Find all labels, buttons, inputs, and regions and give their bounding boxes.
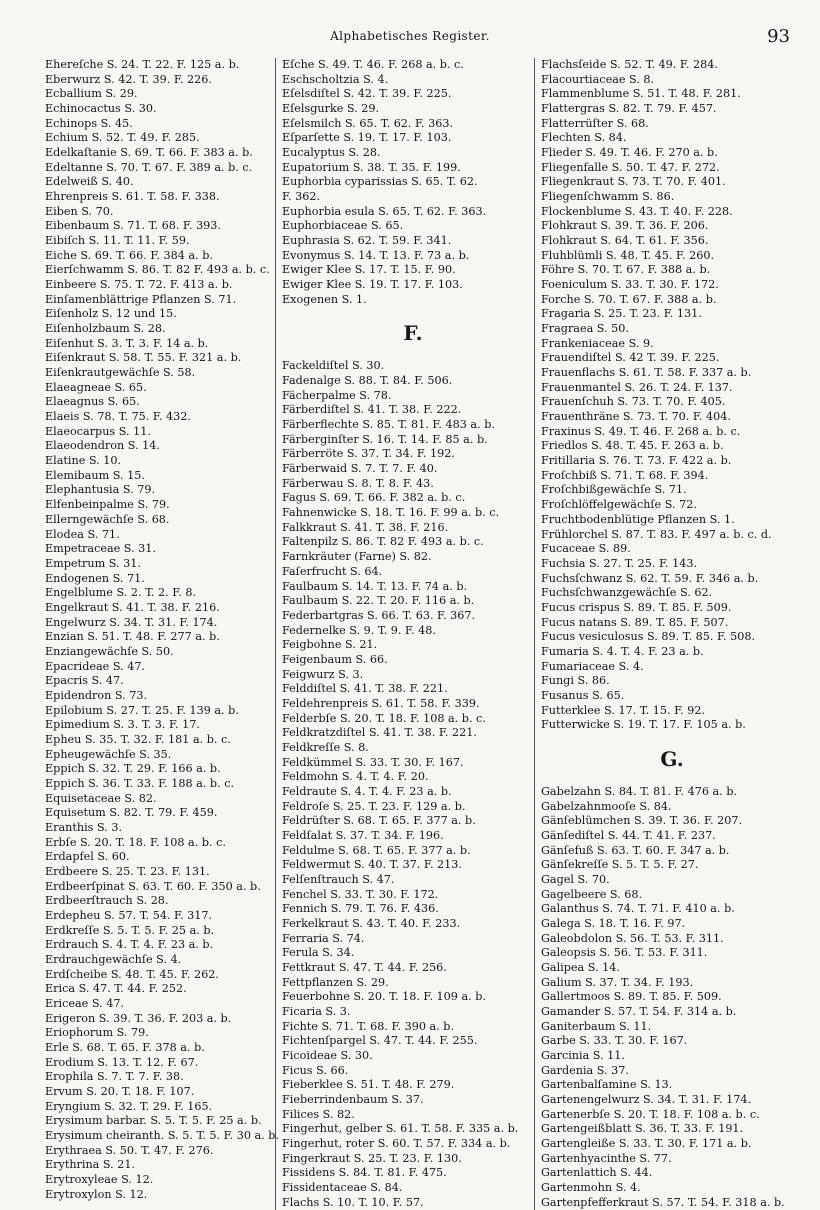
index-entry: Elodea S. 71. — [45, 527, 120, 541]
index-entry: Fichtenſpargel S. 47. T. 44. F. 255. — [282, 1034, 478, 1048]
index-entry: Eſelsgurke S. 29. — [282, 102, 380, 116]
index-entry: Euphorbia cyparissias S. 65. T. 62. — [282, 175, 478, 189]
index-entry: Erdſcheibe S. 48. T. 45. F. 262. — [45, 967, 219, 981]
index-entry: Epacris S. 47. — [45, 674, 124, 688]
index-entry: Flachsſeide S. 52. T. 49. F. 284. — [541, 58, 718, 71]
index-entry: Eschscholtzia S. 4. — [282, 72, 389, 86]
index-entry: Flachs S. 10. T. 10. F. 57. — [282, 1195, 424, 1209]
index-entry: Gartenbalſamine S. 13. — [541, 1078, 673, 1092]
index-entry: Epheugewächſe S. 35. — [45, 747, 172, 761]
index-entry: Fackeldiſtel S. 30. — [282, 359, 385, 373]
index-entry: Echium S. 52. T. 49. F. 285. — [45, 131, 200, 145]
index-entry: Eriophorum S. 79. — [45, 1026, 149, 1040]
index-entry: Feigbohne S. 21. — [282, 638, 378, 652]
letter-heading-g: G. — [660, 746, 684, 771]
index-entry: Felddiſtel S. 41. T. 38. F. 221. — [282, 682, 448, 696]
index-entry: Eberwurz S. 42. T. 39. F. 226. — [45, 72, 212, 86]
index-entry: Fingerhut, roter S. 60. T. 57. F. 334 a. b. — [282, 1137, 511, 1151]
index-entry: Felſenſtrauch S. 47. — [282, 872, 395, 886]
index-entry: Futterwicke S. 19. T. 17. F. 105 a. b. — [541, 718, 746, 732]
index-entry: Ehereſche S. 24. T. 22. F. 125 a. b. — [45, 58, 240, 71]
index-entry: Fluhblümli S. 48. T. 45. F. 260. — [541, 248, 715, 262]
index-entry: Eibenbaum S. 71. T. 68. F. 393. — [45, 219, 221, 233]
index-entry: Flatterrüſter S. 68. — [541, 116, 649, 130]
index-entry: Edelweiß S. 40. — [45, 175, 134, 189]
index-entry: Feigwurz S. 3. — [282, 667, 364, 681]
index-entry: Eupatorium S. 38. T. 35. F. 199. — [282, 160, 461, 174]
index-entry: Eiſenkraut S. 58. T. 55. F. 321 a. b. — [45, 351, 242, 365]
index-entry: Epimedium S. 3. T. 3. F. 17. — [45, 718, 200, 732]
page-number: 93 — [767, 26, 790, 47]
index-entry: Feigenbaum S. 66. — [282, 652, 388, 666]
index-entry: Erdbeerſtrauch S. 28. — [45, 894, 169, 908]
index-entry: Gamander S. 57. T. 54. F. 314 a. b. — [541, 1004, 737, 1018]
entry-list-e — [282, 58, 544, 307]
index-entry: Fenchel S. 33. T. 30. F. 172. — [282, 887, 439, 901]
index-entry: Fraxinus S. 49. T. 46. F. 268 a. b. c. — [541, 424, 741, 438]
index-entry: Gänſeblümchen S. 39. T. 36. F. 207. — [541, 814, 743, 828]
index-entry: Erbſe S. 20. T. 18. F. 108 a. b. c. — [45, 835, 226, 849]
index-entry: Eranthis S. 3. — [45, 820, 123, 834]
index-entry: Enzian S. 51. T. 48. F. 277 a. b. — [45, 630, 220, 644]
index-entry: Fumaria S. 4. T. 4. F. 23 a. b. — [541, 644, 704, 658]
index-entry: Feldulme S. 68. T. 65. F. 377 a. b. — [282, 843, 471, 857]
index-entry: Faulbaum S. 22. T. 20. F. 116 a. b. — [282, 594, 475, 608]
index-entry: Faulbaum S. 14. T. 13. F. 74 a. b. — [282, 579, 468, 593]
index-entry: Elaeagneae S. 65. — [45, 380, 147, 394]
index-entry: Equisetum S. 82. T. 79. F. 459. — [45, 806, 218, 820]
entry-list-f — [282, 359, 544, 1210]
index-entry: Eiben S. 70. — [45, 204, 114, 218]
index-entry: Gagel S. 70. — [541, 872, 610, 886]
index-entry: Gänſediſtel S. 44. T. 41. F. 237. — [541, 828, 716, 842]
index-entry: Erodium S. 13. T. 12. F. 67. — [45, 1055, 199, 1069]
index-entry: Galipea S. 14. — [541, 960, 620, 974]
index-entry: Fliegenkraut S. 73. T. 70. F. 401. — [541, 175, 726, 189]
index-entry: Feldroſe S. 25. T. 23. F. 129 a. b. — [282, 799, 466, 813]
index-entry: Föhre S. 70. T. 67. F. 388 a. b. — [541, 263, 711, 277]
index-entry: Fragraea S. 50. — [541, 322, 629, 336]
index-entry: Ganiterbaum S. 11. — [541, 1019, 652, 1033]
index-entry: Erdkreſſe S. 5. T. 5. F. 25 a. b. — [45, 923, 215, 937]
index-entry: Eiſenkrautgewächſe S. 58. — [45, 366, 196, 380]
index-entry: Frankeniaceae S. 9. — [541, 336, 654, 350]
index-entry: Ferraria S. 74. — [282, 931, 365, 945]
index-entry: Elfenbeinpalme S. 79. — [45, 498, 170, 512]
entry-list-g — [541, 785, 803, 1210]
index-entry: Ericeae S. 47. — [45, 997, 124, 1010]
index-entry: Eſelsdiſtel S. 42. T. 39. F. 225. — [282, 87, 452, 101]
index-entry: Fettkraut S. 47. T. 44. F. 256. — [282, 960, 447, 974]
index-entry: Futterklee S. 17. T. 15. F. 92. — [541, 703, 706, 717]
index-entry: Endogenen S. 71. — [45, 571, 145, 585]
index-entry: Garbe S. 33. T. 30. F. 167. — [541, 1034, 688, 1048]
index-entry: Gartenpfefferkraut S. 57. T. 54. F. 318 a. b. — [541, 1195, 785, 1209]
index-entry: Erysimum cheiranth. S. 5. T. 5. F. 30 a. b. — [45, 1129, 280, 1143]
index-entry: Ehrenpreis S. 61. T. 58. F. 338. — [45, 190, 220, 204]
index-entry: Erigeron S. 39. T. 36. F. 203 a. b. — [45, 1011, 232, 1025]
index-entry: Galium S. 37. T. 34. F. 193. — [541, 975, 694, 989]
index-entry: Foeniculum S. 33. T. 30. F. 172. — [541, 278, 719, 292]
index-entry: Erdrauch S. 4. T. 4. F. 23 a. b. — [45, 938, 214, 952]
index-entry: Erytroxyleae S. 12. — [45, 1173, 154, 1187]
index-entry: Fennich S. 79. T. 76. F. 436. — [282, 902, 439, 916]
index-entry: Eiſenhut S. 3. T. 3. F. 14 a. b. — [45, 336, 209, 350]
index-entry: Faſerfrucht S. 64. — [282, 564, 383, 578]
index-entry: Erdrauchgewächſe S. 4. — [45, 952, 182, 966]
index-entry: Feldraute S. 4. T. 4. F. 23 a. b. — [282, 784, 452, 798]
index-entry: Fissidens S. 84. T. 81. F. 475. — [282, 1166, 447, 1180]
index-entry: Erysimum barbar. S. 5. T. 5. F. 25 a. b. — [45, 1114, 262, 1128]
index-entry: Galeopsis S. 56. T. 53. F. 311. — [541, 946, 708, 960]
index-entry: Epilobium S. 27. T. 25. F. 139 a. b. — [45, 703, 239, 717]
index-entry: Fagus S. 69. T. 66. F. 382 a. b. c. — [282, 491, 466, 505]
index-entry: Erytroxylon S. 12. — [45, 1187, 148, 1201]
index-entry: Flattergras S. 82. T. 79. F. 457. — [541, 102, 717, 116]
index-entry: Frauendiſtel S. 42 T. 39. F. 225. — [541, 351, 720, 365]
index-entry: Erica S. 47. T. 44. F. 252. — [45, 982, 187, 996]
index-entry: Gartengleiße S. 33. T. 30. F. 171 a. b. — [541, 1137, 752, 1151]
index-entry: Gartenmohn S. 4. — [541, 1181, 641, 1195]
index-entry: Fissidentaceae S. 84. — [282, 1181, 403, 1195]
index-column-2 — [275, 58, 544, 1210]
index-entry: Eucalyptus S. 28. — [282, 146, 381, 160]
index-entry: Fliegenſchwamm S. 86. — [541, 190, 675, 204]
index-entry: Enziangewächſe S. 50. — [45, 644, 174, 658]
index-entry: Färberflechte S. 85. T. 81. F. 483 a. b. — [282, 418, 495, 432]
index-entry: Edeltanne S. 70. T. 67. F. 389 a. b. c. — [45, 160, 253, 174]
index-entry: Engelwurz S. 34. T. 31. F. 174. — [45, 615, 218, 629]
index-entry: Faltenpilz S. 86. T. 82 F. 493 a. b. c. — [282, 535, 484, 549]
index-entry: Ficus S. 66. — [282, 1063, 349, 1077]
index-entry: Ewiger Klee S. 19. T. 17. F. 103. — [282, 278, 463, 292]
index-entry: Fieberklee S. 51. T. 48. F. 279. — [282, 1078, 455, 1092]
index-entry: Euphrasia S. 62. T. 59. F. 341. — [282, 234, 452, 248]
index-entry: Feldwermut S. 40. T. 37. F. 213. — [282, 858, 462, 872]
index-entry: Elaeocarpus S. 11. — [45, 424, 151, 438]
page-title: Alphabetisches Register. — [330, 29, 490, 43]
index-entry: Elemibaum S. 15. — [45, 468, 145, 482]
index-entry: Euphorbiaceae S. 65. — [282, 219, 404, 233]
index-entry: Eibiſch S. 11. T. 11. F. 59. — [45, 234, 190, 248]
index-entry: Friedlos S. 48. T. 45. F. 263 a. b. — [541, 439, 724, 453]
index-entry: Gänſekreſſe S. 5. T. 5. F. 27. — [541, 858, 699, 872]
index-entry: Fingerkraut S. 25. T. 23. F. 130. — [282, 1151, 462, 1165]
index-entry: Froſchbiß S. 71. T. 68. F. 394. — [541, 468, 709, 482]
index-entry: Eppich S. 32. T. 29. F. 166 a. b. — [45, 762, 221, 776]
index-entry: Frauenſchuh S. 73. T. 70. F. 405. — [541, 395, 726, 409]
index-entry: Färberginſter S. 16. T. 14. F. 85 a. b. — [282, 432, 488, 446]
index-entry: Exogenen S. 1. — [282, 292, 367, 306]
index-entry: Eiſenholz S. 12 und 15. — [45, 307, 177, 321]
index-entry: Epidendron S. 73. — [45, 688, 148, 702]
index-entry: Filices S. 82. — [282, 1107, 355, 1121]
index-entry: Flechten S. 84. — [541, 131, 627, 145]
index-entry: Epheu S. 35. T. 32. F. 181 a. b. c. — [45, 732, 231, 746]
index-entry: Färberwau S. 8. T. 8. F. 43. — [282, 476, 434, 490]
index-entry: Feldehrenpreis S. 61. T. 58. F. 339. — [282, 696, 480, 710]
index-entry: Feldmohn S. 4. T. 4. F. 20. — [282, 770, 429, 784]
index-entry: Ecballium S. 29. — [45, 87, 138, 101]
index-entry: Erythrina S. 21. — [45, 1158, 136, 1172]
index-entry: Fucus crispus S. 89. T. 85. F. 509. — [541, 600, 732, 614]
index-entry: Feldrüſter S. 68. T. 65. F. 377 a. b. — [282, 814, 476, 828]
index-entry: Einſamenblättrige Pflanzen S. 71. — [45, 292, 237, 306]
index-entry: Frühlorchel S. 87. T. 83. F. 497 a. b. c. d. — [541, 527, 772, 541]
index-entry: Evonymus S. 14. T. 13. F. 73 a. b. — [282, 248, 470, 262]
index-entry: Frauenmantel S. 26. T. 24. F. 137. — [541, 380, 733, 394]
index-entry: Empetrum S. 31. — [45, 556, 141, 570]
index-entry: Fuchsſchwanz S. 62. T. 59. F. 346 a. b. — [541, 571, 759, 585]
index-entry: Fahnenwicke S. 18. T. 16. F. 99 a. b. c. — [282, 506, 500, 520]
index-entry: Eiſenholzbaum S. 28. — [45, 322, 166, 336]
index-entry: Feldkümmel S. 33. T. 30. F. 167. — [282, 755, 464, 769]
index-entry: Federnelke S. 9. T. 9. F. 48. — [282, 623, 436, 637]
index-entry: Fuchsia S. 27. T. 25. F. 143. — [541, 556, 698, 570]
index-entry: Forche S. 70. T. 67. F. 388 a. b. — [541, 292, 717, 306]
index-entry: Gartenlattich S. 44. — [541, 1166, 653, 1180]
index-entry: Fieberrindenbaum S. 37. — [282, 1093, 424, 1107]
index-entry: Flieder S. 49. T. 46. F. 270 a. b. — [541, 146, 718, 160]
entry-list-f-cont — [541, 58, 803, 733]
index-entry: Eiche S. 69. T. 66. F. 384 a. b. — [45, 248, 213, 262]
index-entry: Ficoideae S. 30. — [282, 1049, 373, 1062]
index-entry: Elaeis S. 78. T. 75. F. 432. — [45, 410, 191, 424]
index-entry: Fingerhut, gelber S. 61. T. 58. F. 335 a. b. — [282, 1122, 519, 1136]
index-entry: Garcinia S. 11. — [541, 1049, 625, 1062]
index-entry: Fritillaria S. 76. T. 73. F. 422 a. b. — [541, 454, 732, 468]
index-entry: Froſchbißgewächſe S. 71. — [541, 483, 687, 497]
index-entry: Färberröte S. 37. T. 34. F. 192. — [282, 447, 455, 461]
index-entry: Fichte S. 71. T. 68. F. 390 a. b. — [282, 1019, 455, 1033]
index-entry: Flockenblume S. 43. T. 40. F. 228. — [541, 204, 733, 218]
index-entry: Fucus vesiculosus S. 89. T. 85. F. 508. — [541, 630, 756, 644]
index-entry: Eſparſette S. 19. T. 17. F. 103. — [282, 131, 452, 145]
index-entry: Feldkratzdiſtel S. 41. T. 38. F. 221. — [282, 726, 477, 740]
index-entry: Equisetaceae S. 82. — [45, 791, 157, 805]
index-column-3 — [534, 58, 803, 1210]
index-entry: Feuerbohne S. 20. T. 18. F. 109 a. b. — [282, 990, 486, 1004]
index-entry: Fungi S. 86. — [541, 674, 610, 688]
index-entry: Flammenblume S. 51. T. 48. F. 281. — [541, 87, 741, 101]
index-entry: Falkkraut S. 41. T. 38. F. 216. — [282, 520, 449, 534]
index-entry: Ferkelkraut S. 43. T. 40. F. 233. — [282, 916, 461, 930]
index-entry: Eryngium S. 32. T. 29. F. 165. — [45, 1099, 213, 1113]
index-entry: Flohkraut S. 64. T. 61. F. 356. — [541, 234, 709, 248]
index-entry: Ewiger Klee S. 17. T. 15. F. 90. — [282, 263, 456, 277]
index-entry: Elaeodendron S. 14. — [45, 439, 160, 453]
index-entry: Fliegenfalle S. 50. T. 47. F. 272. — [541, 160, 720, 174]
index-entry: Edelkaſtanie S. 69. T. 66. F. 383 a. b. — [45, 146, 253, 160]
index-entry: Erdbeere S. 25. T. 23. F. 131. — [45, 864, 210, 878]
index-entry: Echinops S. 45. — [45, 116, 133, 130]
index-entry: Eſche S. 49. T. 46. F. 268 a. b. c. — [282, 58, 464, 71]
index-entry: Einbeere S. 75. T. 72. F. 413 a. b. — [45, 278, 233, 292]
index-entry: F. 362. — [282, 190, 321, 204]
index-entry: Elaeagnus S. 65. — [45, 395, 140, 409]
index-entry: Farnkräuter (Farne) S. 82. — [282, 550, 432, 564]
index-entry: Erle S. 68. T. 65. F. 378 a. b. — [45, 1041, 205, 1055]
index-entry: Frauenflachs S. 61. T. 58. F. 337 a. b. — [541, 366, 752, 380]
index-entry: Galeobdolon S. 56. T. 53. F. 311. — [541, 931, 724, 945]
index-entry: Federbartgras S. 66. T. 63. F. 367. — [282, 608, 476, 622]
index-entry: Eppich S. 36. T. 33. F. 188 a. b. c. — [45, 776, 235, 790]
index-entry: Gartengeißblatt S. 36. T. 33. F. 191. — [541, 1122, 744, 1136]
index-entry: Epacrideae S. 47. — [45, 659, 145, 673]
index-entry: Fucaceae S. 89. — [541, 542, 631, 556]
page-header — [0, 26, 820, 48]
index-entry: Erdbeerſpinat S. 63. T. 60. F. 350 a. b. — [45, 879, 261, 893]
index-entry: Gartenerbſe S. 20. T. 18. F. 108 a. b. c. — [541, 1107, 760, 1121]
index-entry: Erdapfel S. 60. — [45, 850, 130, 864]
index-entry: Felderbſe S. 20. T. 18. F. 108 a. b. c. — [282, 711, 486, 725]
index-entry: Fucus natans S. 89. T. 85. F. 507. — [541, 615, 729, 629]
index-entry: Fruchtbodenblütige Pflanzen S. 1. — [541, 512, 735, 526]
index-entry: Galega S. 18. T. 16. F. 97. — [541, 916, 686, 930]
letter-heading-f: F. — [403, 321, 423, 346]
index-entry: Elephantusia S. 79. — [45, 483, 156, 497]
index-entry: Fadenalge S. 88. T. 84. F. 506. — [282, 374, 453, 388]
index-entry: Gabelzahnmooſe S. 84. — [541, 799, 672, 813]
index-entry: Fumariaceae S. 4. — [541, 659, 644, 673]
index-entry: Froſchlöffelgewächſe S. 72. — [541, 498, 697, 512]
index-entry: Färberwaid S. 7. T. 7. F. 40. — [282, 462, 438, 476]
index-entry: Ellerngewächſe S. 68. — [45, 512, 170, 526]
index-entry: Ferula S. 34. — [282, 946, 355, 960]
index-entry: Eierſchwamm S. 86. T. 82 F. 493 a. b. c. — [45, 263, 270, 277]
index-entry: Gabelzahn S. 84. T. 81. F. 476 a. b. — [541, 784, 738, 798]
index-entry: Flohkraut S. 39. T. 36. F. 206. — [541, 219, 709, 233]
index-entry: Euphorbia esula S. 65. T. 62. F. 363. — [282, 204, 487, 218]
index-entry: Galanthus S. 74. T. 71. F. 410 a. b. — [541, 902, 735, 916]
index-entry: Färberdiſtel S. 41. T. 38. F. 222. — [282, 403, 462, 417]
index-entry: Eſelsmilch S. 65. T. 62. F. 363. — [282, 116, 454, 130]
index-entry: Elatine S. 10. — [45, 454, 122, 468]
index-entry: Erythraea S. 50. T. 47. F. 276. — [45, 1143, 214, 1157]
index-entry: Fächerpalme S. 78. — [282, 388, 392, 402]
index-entry: Flacourtiaceae S. 8. — [541, 72, 655, 86]
index-entry: Engelblume S. 2. T. 2. F. 8. — [45, 586, 197, 600]
index-entry: Ficaria S. 3. — [282, 1004, 351, 1018]
index-entry: Gallertmoos S. 89. T. 85. F. 509. — [541, 990, 722, 1004]
index-entry: Gardenia S. 37. — [541, 1063, 629, 1077]
index-entry: Fuchsſchwanzgewächſe S. 62. — [541, 586, 713, 600]
index-entry: Gänſefuß S. 63. T. 60. F. 347 a. b. — [541, 843, 730, 857]
index-entry: Erophila S. 7. T. 7. F. 38. — [45, 1070, 184, 1084]
index-entry: Engelkraut S. 41. T. 38. F. 216. — [45, 600, 220, 614]
index-entry: Echinocactus S. 30. — [45, 102, 157, 116]
index-entry: Empetraceae S. 31. — [45, 542, 156, 556]
index-entry: Erdepheu S. 57. T. 54. F. 317. — [45, 908, 213, 922]
index-entry: Fettpflanzen S. 29. — [282, 975, 389, 989]
index-entry: Feldſalat S. 37. T. 34. F. 196. — [282, 828, 444, 842]
index-entry: Gartenhyacinthe S. 77. — [541, 1151, 672, 1165]
index-column-1 — [45, 58, 307, 1202]
index-entry: Gartenengelwurz S. 34. T. 31. F. 174. — [541, 1093, 752, 1107]
index-entry: Fusanus S. 65. — [541, 688, 625, 702]
index-entry: Gagelbeere S. 68. — [541, 887, 643, 901]
index-entry: Ervum S. 20. T. 18. F. 107. — [45, 1085, 195, 1099]
index-entry: Feldkreſſe S. 8. — [282, 740, 369, 754]
index-entry: Frauenthräne S. 73. T. 70. F. 404. — [541, 410, 731, 424]
index-entry: Fragaria S. 25. T. 23. F. 131. — [541, 307, 702, 321]
